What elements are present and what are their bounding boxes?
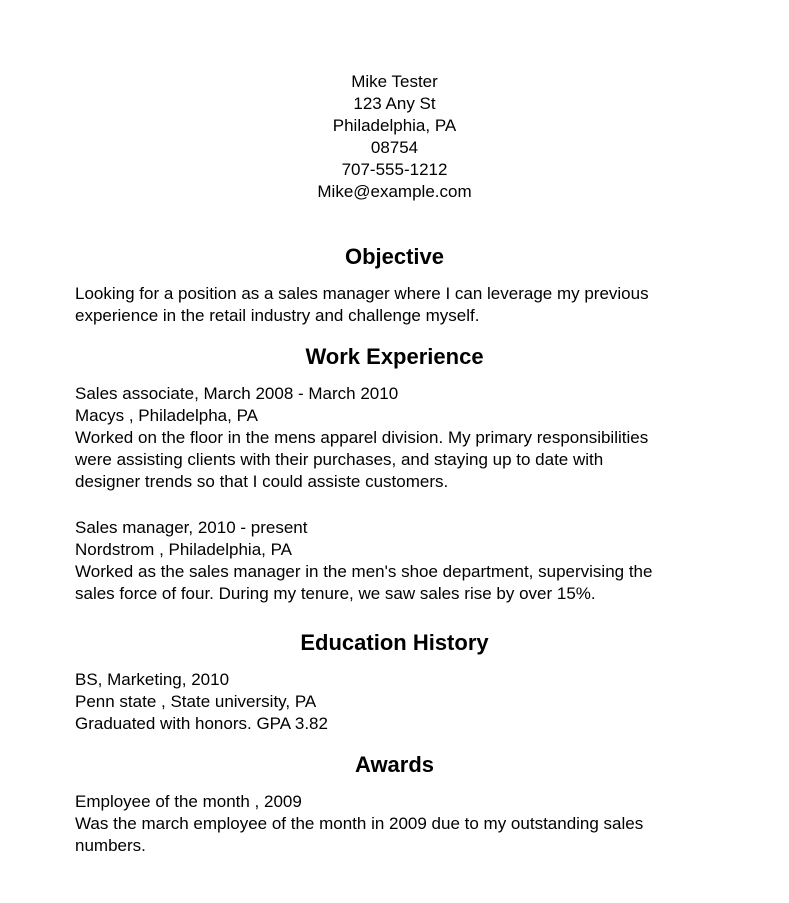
job-company-location: Nordstrom , Philadelphia, PA (75, 540, 293, 559)
award-title-line: Employee of the month , 2009 (75, 792, 302, 811)
section-heading-objective: Objective (344, 244, 445, 269)
job-company-location: Macys , Philadelpha, PA (75, 406, 258, 425)
education-degree-line: BS, Marketing, 2010 (75, 670, 230, 689)
job-description-line: Worked on the floor in the mens apparel division. My primary responsibilities (75, 428, 649, 447)
section-heading-education: Education History (300, 630, 489, 655)
objective-paragraph (75, 283, 714, 327)
contact-city-state: Philadelphia, PA (332, 116, 457, 135)
objective-text-line: Looking for a position as a sales manager where I can leverage my previous (75, 284, 649, 303)
job-description-line: Worked as the sales manager in the men's shoe department, supervising the (75, 562, 653, 581)
job-description-line: were assisting clients with their purchases, and staying up to date with (75, 450, 604, 469)
objective-text-line: experience in the retail industry and challenge myself. (75, 306, 480, 325)
awards-paragraph (75, 791, 714, 857)
job-description-line: designer trends so that I could assiste customers. (75, 472, 449, 491)
education-honors-line: Graduated with honors. GPA 3.82 (75, 714, 328, 733)
job-entry (75, 517, 714, 605)
contact-email: Mike@example.com (317, 182, 472, 201)
job-title-dates: Sales associate, March 2008 - March 2010 (75, 384, 399, 403)
section-education (75, 629, 714, 735)
contact-phone: 707-555-1212 (341, 160, 448, 179)
education-paragraph (75, 669, 714, 735)
award-description-line: Was the march employee of the month in 2009 due to my outstanding sales (75, 814, 644, 833)
contact-street: 123 Any St (353, 94, 436, 113)
section-work-experience (75, 343, 714, 605)
section-heading-work-experience: Work Experience (305, 344, 484, 369)
job-title-dates: Sales manager, 2010 - present (75, 518, 308, 537)
job-description-line: sales force of four. During my tenure, we saw sales rise by over 15%. (75, 584, 596, 603)
contact-zip: 08754 (370, 138, 419, 157)
section-heading-awards: Awards (354, 752, 435, 777)
contact-block (75, 71, 714, 203)
section-objective (75, 243, 714, 327)
contact-name: Mike Tester (351, 72, 438, 91)
section-awards (75, 751, 714, 857)
job-entry (75, 383, 714, 493)
award-description-line: numbers. (75, 836, 146, 855)
education-school-line: Penn state , State university, PA (75, 692, 317, 711)
